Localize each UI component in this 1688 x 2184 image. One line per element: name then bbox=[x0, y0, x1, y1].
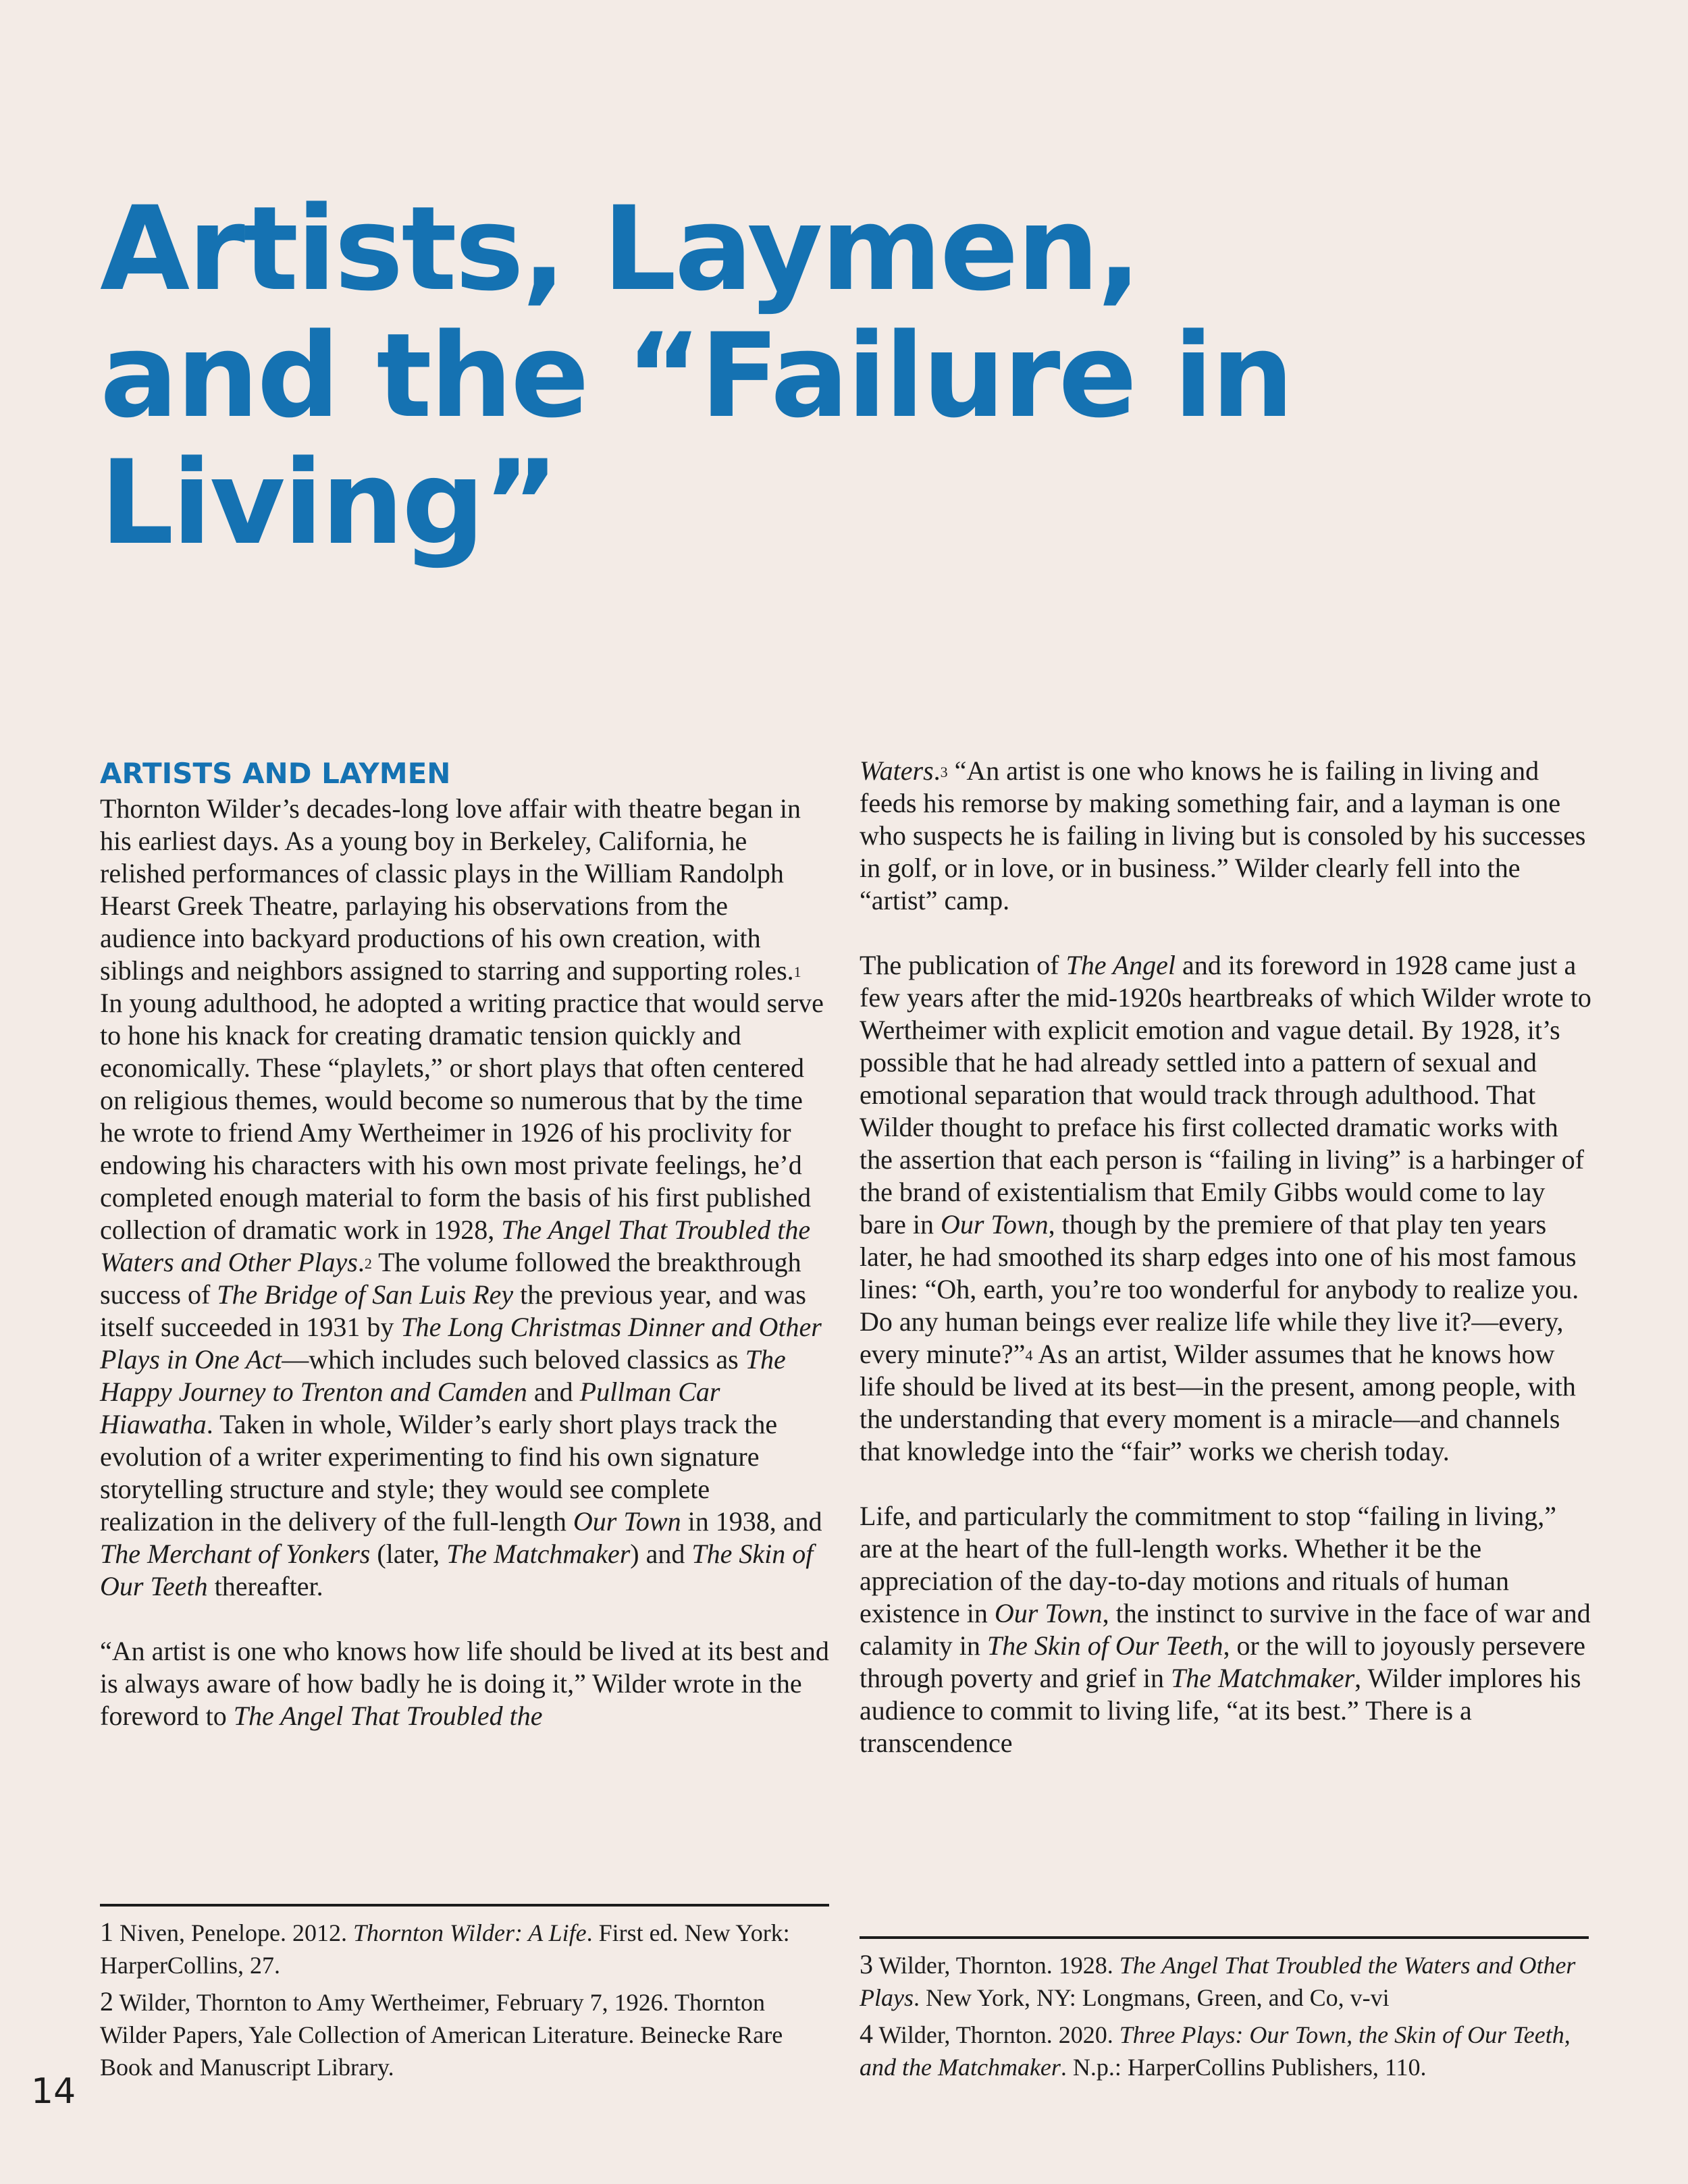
footnote-ref: 4 bbox=[1025, 1347, 1033, 1364]
italic-title: The Long Christmas Dinner and Other Plays in One Act bbox=[100, 1312, 822, 1375]
page-number: 14 bbox=[31, 2071, 76, 2112]
italic-title: Our Town bbox=[573, 1506, 681, 1537]
title-line-2: and the “Failure in bbox=[100, 308, 1292, 444]
italic-title: The Skin of Our Teeth bbox=[100, 1539, 814, 1601]
italic-title: Waters bbox=[860, 755, 934, 786]
footnote-divider bbox=[860, 1936, 1589, 1939]
italic-title: The Happy Journey to Trenton and Camden bbox=[100, 1344, 786, 1407]
footnote-ref: 3 bbox=[940, 764, 948, 780]
italic-title: The Angel bbox=[1065, 950, 1176, 980]
body-paragraph: Thornton Wilder’s decades-long love affair with theatre began in his earliest days. As a young boy in Berkeley, California, he relished performances of classic plays in the William Randolph Hearst Greek Theatre, parlaying his observations from the audience into backyard productions of his own creation, with siblings and neighbors assigned to starring and supporting roles.$^1$ In young adulthood, he adopted a writing practice that would serve to hone his knack for creating dramatic tension quickly and economically. These “playlets,” or short plays that often centered on religious themes, would become so numerous that by the time he wrote to friend Amy Wertheimer in 1926 of his proclivity for endowing his characters with his own most private feelings, he’d completed enough material to form the basis of his first published collection of dramatic work in 1928, The Angel That Troubled the Waters and Other Plays.$^2$ The volume followed the breakthrough success of The Bridge of San Luis Rey the previous year, and was itself succeeded in 1931 by The Long Christmas Dinner and Other Plays in One Act—which includes such beloved classics as The Happy Journey to Trenton and Camden and Pullman Car Hiawatha. Taken in whole, Wilder’s early short plays track the evolution of a writer experimenting to find his own signature storytelling structure and style; they would see complete realization in the delivery of the full-length Our Town in 1938, and The Merchant of Yonkers (later, The Matchmaker) and The Skin of Our Teeth thereafter. bbox=[100, 793, 824, 1601]
italic-title: The Merchant of Yonkers bbox=[100, 1539, 371, 1569]
title-line-3: Living” bbox=[100, 435, 558, 570]
italic-title: The Matchmaker bbox=[1171, 1663, 1355, 1693]
italic-title: The Matchmaker bbox=[446, 1539, 631, 1569]
italic-title: The Angel That Troubled the Waters and Other Plays bbox=[100, 1215, 811, 1277]
footnote-4: 4 Wilder, Thornton. 2020. Three Plays: Our Town, the Skin of Our Teeth, and the Matchmaker. N.p.: HarperCollins Publishers, 110. bbox=[860, 2019, 1571, 2081]
section-heading: ARTISTS AND LAYMEN bbox=[100, 757, 451, 790]
italic-title: The Bridge of San Luis Rey bbox=[217, 1279, 514, 1310]
right-column bbox=[860, 755, 1595, 1792]
footnote-ref: 1 bbox=[793, 963, 801, 980]
italic-title: Pullman Car Hiawatha bbox=[100, 1377, 720, 1439]
italic-title: Our Town bbox=[940, 1209, 1049, 1240]
footnote-2: 2 Wilder, Thornton to Amy Wertheimer, February 7, 1926. Thornton Wilder Papers, Yale Collection of American Literature. Beinecke Rare Book and Manuscript Library. bbox=[100, 1986, 783, 2081]
footnote-divider bbox=[100, 1904, 829, 1907]
footnote-3: 3 Wilder, Thornton. 1928. The Angel That Troubled the Waters and Other Plays. New York, NY: Longmans, Green, and Co, v-vi bbox=[860, 1949, 1576, 2011]
body-paragraph: Life, and particularly the commitment to stop “failing in living,” are at the heart of the full-length works. Whether it be the appreciation of the day-to-day motions and rituals of human existence in Our Town, the instinct to survive in the face of war and calamity in The Skin of Our Teeth, or the will to joyously persevere through poverty and grief in The Matchmaker, Wilder implores his audience to commit to living life, “at its best.” There is a transcendence bbox=[860, 1501, 1591, 1758]
italic-title: The Skin of Our Teeth bbox=[986, 1630, 1223, 1661]
italic-title: The Angel That Troubled the bbox=[233, 1701, 543, 1731]
body-paragraph: The publication of The Angel and its foreword in 1928 came just a few years after the mid-1920s heartbreaks of which Wilder wrote to Wertheimer with explicit emotion and vague detail. By 1928, it’s possible that he had already settled into a pattern of sexual and emotional separation that would track through adulthood. That Wilder thought to preface his first collected dramatic works with the assertion that each person is “failing in living” is a harbinger of the brand of existentialism that Emily Gibbs would come to lay bare in Our Town, though by the premiere of that play ten years later, he had smoothed its sharp edges into one of his most famous lines: “Oh, earth, you’re too wonderful for anybody to realize you. Do any human beings ever realize life while they live it?—every, every minute?”$^4$ As an artist, Wilder assumes that he knows how life should be lived at its best—in the present, among people, with the understanding that every moment is a miracle—and channels that knowledge into the “fair” works we cherish today. bbox=[860, 950, 1591, 1466]
body-paragraph: “An artist is one who knows how life should be lived at its best and is always aware of how badly he is doing it,” Wilder wrote in the foreword to The Angel That Troubled the bbox=[100, 1636, 829, 1731]
footnote-ref: 2 bbox=[364, 1255, 372, 1272]
page-title bbox=[100, 181, 1619, 570]
left-column bbox=[100, 755, 829, 1765]
footnotes-left bbox=[100, 1904, 829, 2087]
footnote-1: 1 Niven, Penelope. 2012. Thornton Wilder: A Life. First ed. New York: HarperCollins, 27. bbox=[100, 1917, 790, 1979]
title-line-1: Artists, Laymen, bbox=[100, 181, 1140, 317]
italic-title: Our Town bbox=[994, 1598, 1103, 1628]
footnotes-right bbox=[860, 1936, 1589, 2087]
body-paragraph: Waters.$^3$ “An artist is one who knows he is failing in living and feeds his remorse by making something fair, and a layman is one who suspects he is failing in living but is consoled by his successes in golf, or in love, or in business.” Wilder clearly fell into the “artist” camp. bbox=[860, 755, 1586, 915]
